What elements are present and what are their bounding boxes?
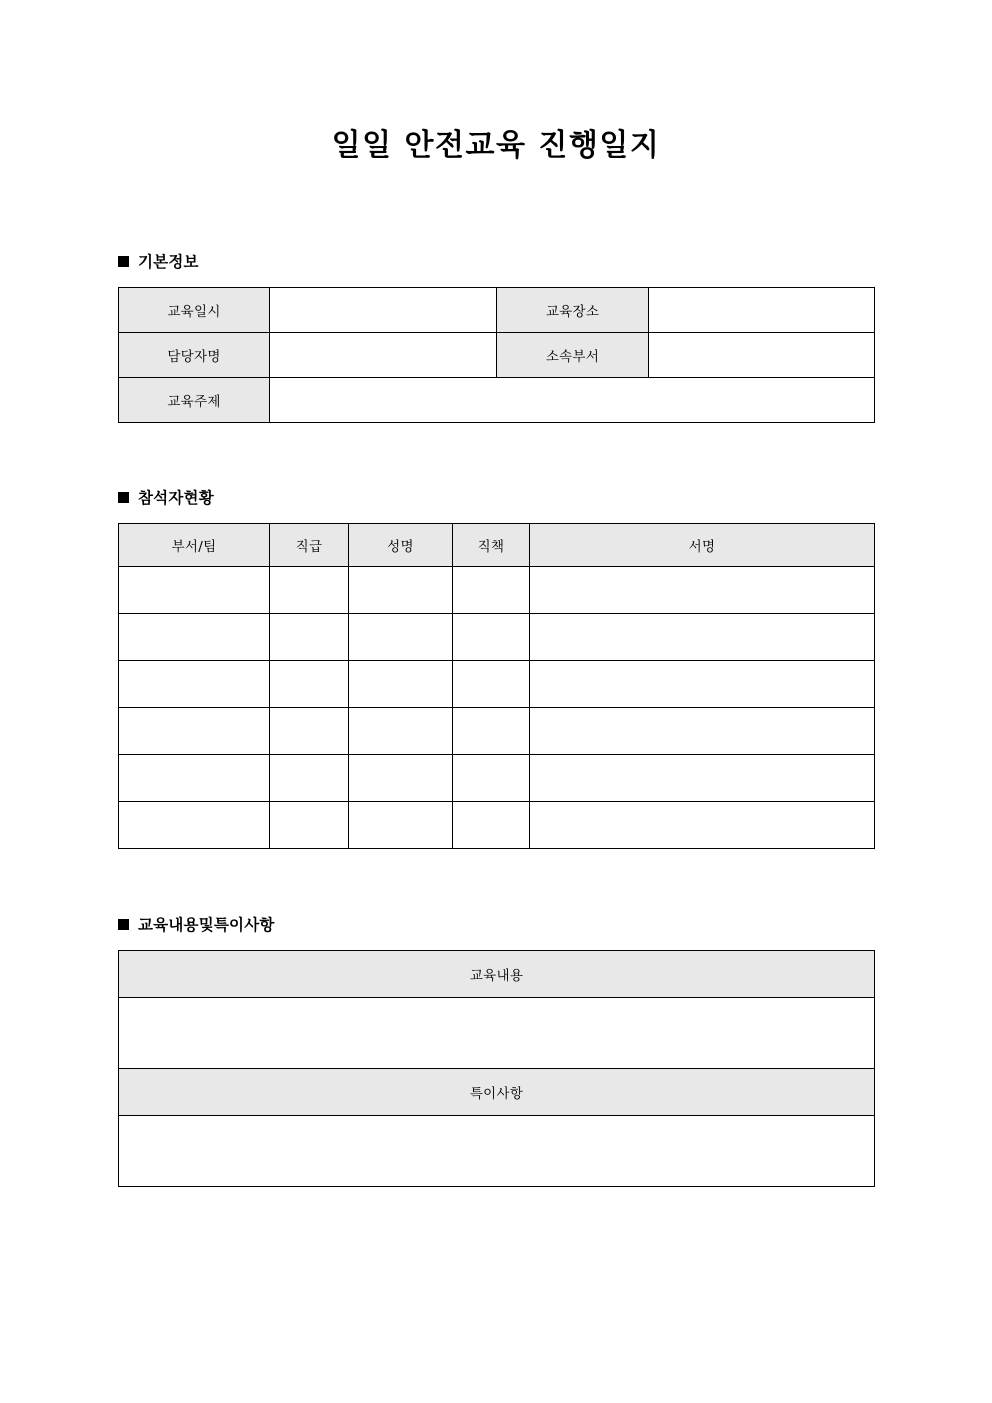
attendee-cell[interactable] (530, 755, 875, 802)
attendee-cell[interactable] (270, 614, 349, 661)
attendee-cell[interactable] (453, 755, 530, 802)
attendee-cell[interactable] (270, 802, 349, 849)
attendee-cell[interactable] (270, 708, 349, 755)
block-header-special-notes: 특이사항 (119, 1069, 875, 1116)
field-person-in-charge[interactable] (270, 333, 497, 378)
table-row (119, 378, 875, 423)
square-bullet-icon (118, 919, 129, 930)
attendees-table (118, 523, 875, 849)
attendee-cell[interactable] (119, 802, 270, 849)
section-heading-attendees (118, 486, 214, 508)
table-row (119, 333, 875, 378)
attendee-cell[interactable] (530, 661, 875, 708)
attendee-cell[interactable] (270, 661, 349, 708)
column-header-department-team: 부서/팀 (119, 524, 270, 567)
field-special-notes[interactable] (119, 1116, 875, 1187)
table-row (119, 661, 875, 708)
attendee-cell[interactable] (119, 614, 270, 661)
content-notes-table (118, 950, 875, 1187)
attendee-cell[interactable] (453, 708, 530, 755)
field-department[interactable] (649, 333, 875, 378)
label-education-topic: 교육주제 (119, 378, 270, 423)
label-department: 소속부서 (497, 333, 649, 378)
block-header-education-content: 교육내용 (119, 951, 875, 998)
basic-info-table (118, 287, 875, 423)
column-header-rank: 직급 (270, 524, 349, 567)
table-row (119, 1116, 875, 1187)
table-row (119, 755, 875, 802)
section-heading-attendees-label: 참석자현황 (138, 489, 214, 507)
table-header-row (119, 1069, 875, 1116)
attendee-cell[interactable] (349, 755, 453, 802)
attendee-cell[interactable] (530, 708, 875, 755)
table-row (119, 288, 875, 333)
attendee-cell[interactable] (530, 614, 875, 661)
table-row (119, 802, 875, 849)
field-education-datetime[interactable] (270, 288, 497, 333)
attendee-cell[interactable] (453, 661, 530, 708)
attendee-cell[interactable] (349, 614, 453, 661)
section-heading-content-notes-label: 교육내용및특이사항 (138, 916, 275, 934)
table-header-row (119, 524, 875, 567)
square-bullet-icon (118, 492, 129, 503)
field-education-content[interactable] (119, 998, 875, 1069)
label-education-location: 교육장소 (497, 288, 649, 333)
attendee-cell[interactable] (530, 802, 875, 849)
section-heading-content-notes (118, 913, 275, 935)
label-education-datetime: 교육일시 (119, 288, 270, 333)
column-header-signature: 서명 (530, 524, 875, 567)
attendee-cell[interactable] (530, 567, 875, 614)
attendee-cell[interactable] (453, 614, 530, 661)
section-heading-basic-info (118, 250, 199, 272)
attendee-cell[interactable] (453, 802, 530, 849)
attendee-cell[interactable] (270, 567, 349, 614)
attendee-cell[interactable] (119, 567, 270, 614)
attendee-cell[interactable] (270, 755, 349, 802)
attendee-cell[interactable] (349, 802, 453, 849)
section-heading-basic-info-label: 기본정보 (138, 253, 199, 271)
table-row (119, 614, 875, 661)
attendee-cell[interactable] (119, 661, 270, 708)
table-row (119, 567, 875, 614)
attendee-cell[interactable] (349, 708, 453, 755)
table-header-row (119, 951, 875, 998)
attendee-cell[interactable] (119, 708, 270, 755)
column-header-position: 직책 (453, 524, 530, 567)
attendee-cell[interactable] (349, 567, 453, 614)
field-education-topic[interactable] (270, 378, 875, 423)
attendee-cell[interactable] (349, 661, 453, 708)
attendee-cell[interactable] (453, 567, 530, 614)
label-person-in-charge: 담당자명 (119, 333, 270, 378)
attendee-cell[interactable] (119, 755, 270, 802)
table-row (119, 998, 875, 1069)
column-header-name: 성명 (349, 524, 453, 567)
square-bullet-icon (118, 256, 129, 267)
page-title: 일일 안전교육 진행일지 (331, 128, 661, 163)
table-row (119, 708, 875, 755)
field-education-location[interactable] (649, 288, 875, 333)
